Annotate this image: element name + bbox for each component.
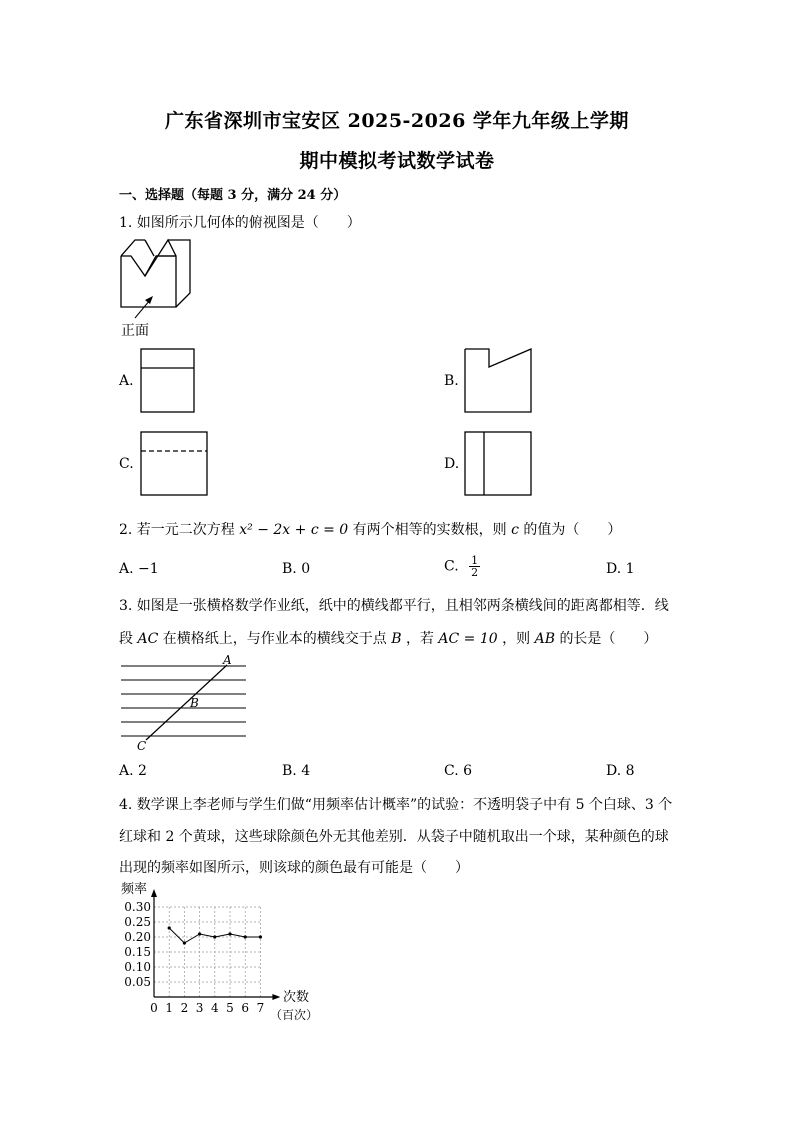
q3-ab: AB [534,631,555,647]
x-tick-label: 4 [210,1001,219,1015]
data-point [183,941,186,944]
x-tick-label: 3 [195,1001,204,1015]
q3-text-a: 段 [119,631,133,647]
x-tick-label: 2 [180,1001,189,1015]
x-axis-unit: （百次） [270,1008,319,1022]
q2-option-c-label: C. [444,558,459,575]
q3-option-c[interactable]: C. 6 [444,763,473,779]
data-point [259,935,262,938]
q2-option-a[interactable]: A. −1 [119,561,159,577]
data-point [244,935,247,938]
front-label: 正面 [121,323,149,339]
data-point [198,932,201,935]
page-title: 广东省深圳市宝安区 2025-2026 学年九年级上学期 [165,110,629,132]
page-subtitle: 期中模拟考试数学试卷 [299,150,495,172]
y-tick-label: 0.20 [124,930,151,944]
q4-line3: 出现的频率如图所示，则该球的颜色最有可能是（ ） [119,860,469,876]
q3-b: B [391,631,402,647]
x-tick-label: 0 [150,1001,158,1015]
data-point [228,932,231,935]
q3-option-a[interactable]: A. 2 [119,763,147,779]
q2-option-b[interactable]: B. 0 [282,561,311,577]
y-tick-label: 0.15 [124,945,151,959]
q3-label-b: B [190,696,199,710]
q2-equation: x² − 2x + c = 0 [239,522,349,538]
x-tick-label: 1 [165,1001,174,1015]
q1-stem: 1. 如图所示几何体的俯视图是（ ） [119,215,361,231]
y-tick-label: 0.25 [124,915,151,929]
q2-stem-post: 的值为（ ） [523,522,622,538]
x-tick-label: 7 [256,1001,265,1015]
q2-stem-pre: 2. 若一元二次方程 [119,522,235,538]
q3-ac: AC [137,631,159,647]
q1-option-a[interactable]: A. [119,373,134,389]
q3-text-b: 在横格纸上，与作业本的横线交于点 [162,631,387,647]
y-tick-label: 0.10 [124,960,151,974]
q2-stem-mid: 有两个相等的实数根，则 [352,522,507,538]
q2-var: c [511,522,519,538]
q2-c-numerator: 1 [471,554,479,567]
q2-c-denominator: 2 [471,566,479,579]
x-tick-label: 6 [241,1001,250,1015]
q3-line1: 3. 如图是一张横格数学作业纸，纸中的横线都平行，且相邻两条横线间的距离都相等．线 [119,598,669,614]
x-axis-label: 次数 [283,990,310,1005]
q2-option-d[interactable]: D. 1 [606,561,635,577]
x-tick-label: 5 [226,1001,234,1015]
section-heading: 一、选择题（每题 3 分，满分 24 分） [119,188,347,203]
q1-option-c[interactable]: C. [119,456,134,472]
q1-option-d[interactable]: D. [444,456,460,472]
y-tick-label: 0.05 [124,975,151,989]
q3-text-e: 的长是（ ） [559,631,658,647]
q3-text-d: ，则 [502,631,531,647]
data-point [213,935,216,938]
q3-text-c: ，若 [405,631,434,647]
q3-label-a: A [223,653,232,667]
q3-option-b[interactable]: B. 4 [282,763,311,779]
x-axis-arrow [272,994,280,1000]
q4-line2: 红球和 2 个黄球，这些球除颜色外无其他差别．从袋子中随机取出一个球，某种颜色的球 [119,829,669,845]
y-axis-arrow [151,889,157,897]
q4-line1: 4. 数学课上李老师与学生们做“用频率估计概率”的试验：不透明袋子中有 5 个白球、3 个 [119,797,673,813]
q3-option-d[interactable]: D. 8 [606,763,635,779]
q1-option-b[interactable]: B. [444,373,459,389]
y-tick-label: 0.30 [124,900,151,914]
y-axis-label: 频率 [121,882,148,897]
data-point [168,926,171,929]
q3-label-c: C [137,739,147,753]
q3-cond: AC = 10 [438,631,498,647]
